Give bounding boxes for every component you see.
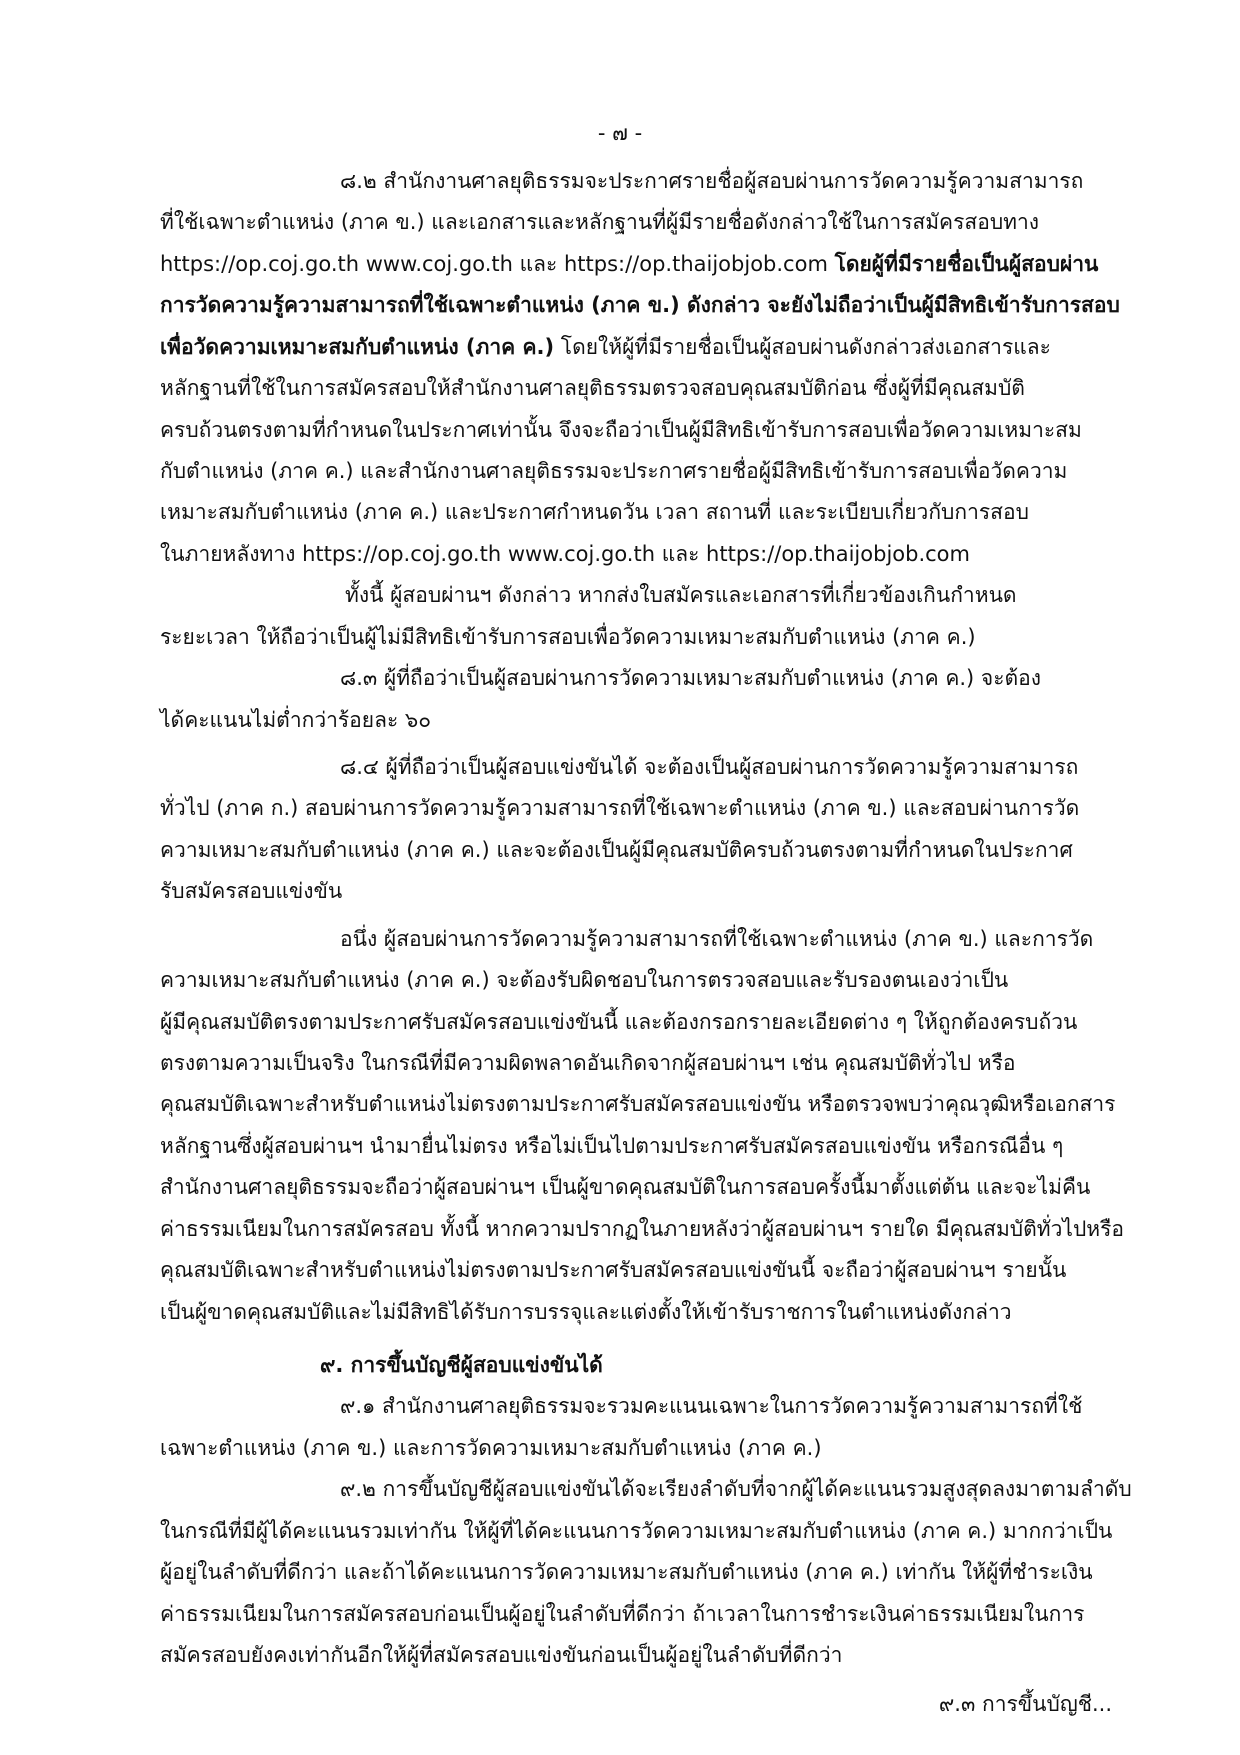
paragraph-line: ความเหมาะสมกับตำแหน่ง (ภาค ค.) จะต้องรับผิดชอบในการตรวจสอบและรับรองตนเองว่าเป็น (160, 968, 1009, 992)
paragraph-line: ได้คะแนนไม่ต่ำกว่าร้อยละ ๖๐ (160, 708, 432, 732)
paragraph-line: สมัครสอบยังคงเท่ากันอีกให้ผู้ที่สมัครสอบแข่งขันก่อนเป็นผู้อยู่ในลำดับที่ดีกว่า (160, 1643, 843, 1667)
paragraph-line-bold: เพื่อวัดความเหมาะสมกับตำแหน่ง (ภาค ค.) (160, 335, 555, 359)
paragraph-line: ค่าธรรมเนียมในการสมัครสอบก่อนเป็นผู้อยู่ในลำดับที่ดีกว่า ถ้าเวลาในการชำระเงินค่าธรรมเนียมในการ (160, 1602, 1085, 1626)
paragraph-line: กับตำแหน่ง (ภาค ค.) และสำนักงานศาลยุติธรรมจะประกาศรายชื่อผู้มีสิทธิเข้ารับการสอบเพื่อวัดความ (160, 459, 1068, 483)
paragraph-line: เหมาะสมกับตำแหน่ง (ภาค ค.) และประกาศกำหนดวัน เวลา สถานที่ และระเบียบเกี่ยวกับการสอบ (160, 500, 1029, 524)
paragraph-line: ตรงตามความเป็นจริง ในกรณีที่มีความผิดพลาดอันเกิดจากผู้สอบผ่านฯ เช่น คุณสมบัติทั่วไป หรือ (160, 1051, 1016, 1075)
paragraph-line: ๙.๒ การขึ้นบัญชีผู้สอบแข่งขันได้จะเรียงลำดับที่จากผู้ได้คะแนนรวมสูงสุดลงมาตามลำดับ (340, 1477, 1132, 1501)
paragraph-line: ครบถ้วนตรงตามที่กำหนดในประกาศเท่านั้น จึงจะถือว่าเป็นผู้มีสิทธิเข้ารับการสอบเพื่อวัดความเหมาะสม (160, 418, 1082, 442)
paragraph-line: ๘.๓ ผู้ที่ถือว่าเป็นผู้สอบผ่านการวัดความเหมาะสมกับตำแหน่ง (ภาค ค.) จะต้อง (340, 666, 1041, 690)
paragraph-line: ในภายหลังทาง https://op.coj.go.th www.coj.go.th และ https://op.thaijobjob.com (160, 542, 970, 566)
paragraph-line (160, 332, 1051, 362)
paragraph-line: เฉพาะตำแหน่ง (ภาค ข.) และการวัดความเหมาะสมกับตำแหน่ง (ภาค ค.) (160, 1436, 822, 1460)
paragraph-line: ๘.๒ สำนักงานศาลยุติธรรมจะประกาศรายชื่อผู้สอบผ่านการวัดความรู้ความสามารถ (340, 169, 1084, 193)
paragraph-line: ๘.๔ ผู้ที่ถือว่าเป็นผู้สอบแข่งขันได้ จะต้องเป็นผู้สอบผ่านการวัดความรู้ความสามารถ (340, 755, 1079, 779)
paragraph-line: ผู้อยู่ในลำดับที่ดีกว่า และถ้าได้คะแนนการวัดความเหมาะสมกับตำแหน่ง (ภาค ค.) เท่ากัน ให้ผู้ที่ชำระเงิน (160, 1560, 1093, 1584)
paragraph-line-bold: โดยผู้ที่มีรายชื่อเป็นผู้สอบผ่าน (834, 252, 1099, 276)
paragraph-line: ทั้งนี้ ผู้สอบผ่านฯ ดังกล่าว หากส่งใบสมัครและเอกสารที่เกี่ยวข้องเกินกำหนด (345, 583, 1017, 607)
paragraph-line: อนึ่ง ผู้สอบผ่านการวัดความรู้ความสามารถที่ใช้เฉพาะตำแหน่ง (ภาค ข.) และการวัด (340, 927, 1094, 951)
paragraph-line: ๙.๑ สำนักงานศาลยุติธรรมจะรวมคะแนนเฉพาะในการวัดความรู้ความสามารถที่ใช้ (340, 1394, 1083, 1418)
continuation-footer: ๙.๓ การขึ้นบัญชี... (938, 1692, 1112, 1716)
paragraph-line: คุณสมบัติเฉพาะสำหรับตำแหน่งไม่ตรงตามประกาศรับสมัครสอบแข่งขัน หรือตรวจพบว่าคุณวุฒิหรือเอกสาร (160, 1092, 1116, 1116)
paragraph-line (160, 249, 1098, 279)
paragraph-line: หลักฐานที่ใช้ในการสมัครสอบให้สำนักงานศาลยุติธรรมตรวจสอบคุณสมบัติก่อน ซึ่งผู้ที่มีคุณสมบัติ (160, 376, 1025, 400)
paragraph-line: รับสมัครสอบแข่งขัน (160, 879, 343, 903)
paragraph-line: ค่าธรรมเนียมในการสมัครสอบ ทั้งนี้ หากความปรากฏในภายหลังว่าผู้สอบผ่านฯ รายใด มีคุณสมบัติทั่วไปหรือ (160, 1217, 1125, 1241)
paragraph-line: ความเหมาะสมกับตำแหน่ง (ภาค ค.) และจะต้องเป็นผู้มีคุณสมบัติครบถ้วนตรงตามที่กำหนดในประกาศ (160, 838, 1073, 862)
paragraph-line-plain: https://op.coj.go.th www.coj.go.th และ https://op.thaijobjob.com (160, 252, 835, 276)
paragraph-line: ทั่วไป (ภาค ก.) สอบผ่านการวัดความรู้ความสามารถที่ใช้เฉพาะตำแหน่ง (ภาค ข.) และสอบผ่านการวัด (160, 796, 1080, 820)
page-number: - ๗ - (597, 121, 643, 145)
paragraph-line: หลักฐานซึ่งผู้สอบผ่านฯ นำมายื่นไม่ตรง หรือไม่เป็นไปตามประกาศรับสมัครสอบแข่งขัน หรือกรณีอื่น ๆ (160, 1134, 1064, 1158)
paragraph-line-bold: การวัดความรู้ความสามารถที่ใช้เฉพาะตำแหน่ง (ภาค ข.) ดังกล่าว จะยังไม่ถือว่าเป็นผู้มีสิทธิเข้ารับการสอบ (160, 293, 1120, 317)
paragraph-line: ระยะเวลา ให้ถือว่าเป็นผู้ไม่มีสิทธิเข้ารับการสอบเพื่อวัดความเหมาะสมกับตำแหน่ง (ภาค ค.) (160, 625, 976, 649)
paragraph-line: เป็นผู้ขาดคุณสมบัติและไม่มีสิทธิได้รับการบรรจุและแต่งตั้งให้เข้ารับราชการในตำแหน่งดังกล่าว (160, 1300, 1012, 1324)
paragraph-line: ที่ใช้เฉพาะตำแหน่ง (ภาค ข.) และเอกสารและหลักฐานที่ผู้มีรายชื่อดังกล่าวใช้ในการสมัครสอบทาง (160, 210, 1040, 234)
section-heading: ๙. การขึ้นบัญชีผู้สอบแข่งขันได้ (320, 1353, 603, 1377)
paragraph-line: คุณสมบัติเฉพาะสำหรับตำแหน่งไม่ตรงตามประกาศรับสมัครสอบแข่งขันนี้ จะถือว่าผู้สอบผ่านฯ รายนั้น (160, 1258, 1067, 1282)
paragraph-line: สำนักงานศาลยุติธรรมจะถือว่าผู้สอบผ่านฯ เป็นผู้ขาดคุณสมบัติในการสอบครั้งนี้มาตั้งแต่ต้น และจะไม่คืน (160, 1175, 1091, 1199)
paragraph-line-plain: โดยให้ผู้ที่มีรายชื่อเป็นผู้สอบผ่านดังกล่าวส่งเอกสารและ (554, 335, 1051, 359)
paragraph-line: ผู้มีคุณสมบัติตรงตามประกาศรับสมัครสอบแข่งขันนี้ และต้องกรอกรายละเอียดต่าง ๆ ให้ถูกต้องครบถ้วน (160, 1010, 1078, 1034)
paragraph-line: ในกรณีที่มีผู้ได้คะแนนรวมเท่ากัน ให้ผู้ที่ได้คะแนนการวัดความเหมาะสมกับตำแหน่ง (ภาค ค.) มากกว่าเป็น (160, 1519, 1113, 1543)
